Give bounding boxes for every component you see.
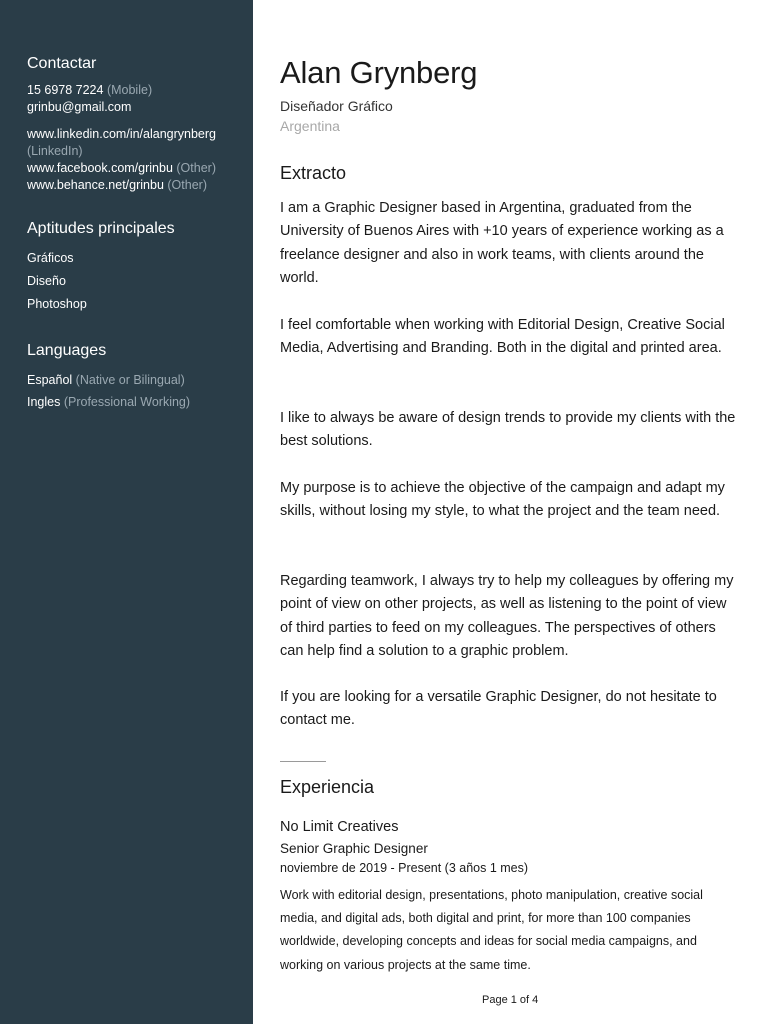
experience-heading: Experiencia xyxy=(280,777,375,797)
job-role: Senior Graphic Designer xyxy=(280,841,428,856)
job-title: Diseñador Gráfico xyxy=(280,98,393,114)
skill-item: Photoshop xyxy=(27,297,87,311)
summary-paragraph: I am a Graphic Designer based in Argentina, graduated from the University of Buenos Aires with +10 years of experience working as a freelance designer and also in work teams, with clients around the world. xyxy=(280,200,724,286)
contact-heading: Contactar xyxy=(27,55,97,72)
behance-line xyxy=(27,177,253,194)
skills-section xyxy=(27,219,253,316)
company-name: No Limit Creatives xyxy=(280,819,399,835)
email-link[interactable]: grinbu@gmail.com xyxy=(27,100,132,114)
phone-number: 15 6978 7224 xyxy=(27,83,104,97)
skills-heading: Aptitudes principales xyxy=(27,220,175,237)
facebook-link[interactable]: www.facebook.com/grinbu xyxy=(27,161,173,175)
linkedin-type: (LinkedIn) xyxy=(27,144,83,158)
summary-paragraph: I feel comfortable when working with Editorial Design, Creative Social Media, Advertising and Branding. Both in the digital and printed area. xyxy=(280,317,725,357)
summary-paragraph: Regarding teamwork, I always try to help my colleagues by offering my point of view on other projects, as well as listening to the point of view of third parties to feed on my colleagues. The perspectives of others can help find a solution to a graphic problem. xyxy=(280,573,734,659)
skill-item: Gráficos xyxy=(27,251,74,265)
language-name: Ingles xyxy=(27,395,61,409)
person-name: Alan Grynberg xyxy=(280,55,478,90)
behance-link[interactable]: www.behance.net/grinbu xyxy=(27,178,164,192)
languages-section xyxy=(27,341,253,413)
languages-heading: Languages xyxy=(27,342,107,359)
summary-paragraph: If you are looking for a versatile Graphic Designer, do not hesitate to contact me. xyxy=(280,689,717,729)
contact-section xyxy=(27,54,253,194)
location: Argentina xyxy=(280,118,340,134)
section-divider xyxy=(280,761,326,762)
summary-paragraph: My purpose is to achieve the objective of the campaign and adapt my skills, without losing my style, to what the project and the team need. xyxy=(280,480,725,520)
language-item xyxy=(27,391,253,413)
language-name: Español xyxy=(27,373,73,387)
language-level: (Native or Bilingual) xyxy=(75,373,185,387)
language-item xyxy=(27,369,253,391)
summary-heading: Extracto xyxy=(280,163,347,183)
language-level: (Professional Working) xyxy=(63,395,191,409)
skill-item: Diseño xyxy=(27,274,66,288)
phone-line xyxy=(27,82,253,99)
page-number: Page 1 of 4 xyxy=(482,994,539,1006)
job-dates: noviembre de 2019 - Present (3 años 1 mes) xyxy=(280,861,529,875)
job-description: Work with editorial design, presentations, photo manipulation, creative social media, and digital ads, both digital and print, for more than 100 companies worldwide, developing concepts and ideas for social media campaigns, and working on various projects at the same time. xyxy=(280,888,703,972)
behance-type: (Other) xyxy=(167,178,207,192)
phone-type: (Mobile) xyxy=(106,83,153,97)
facebook-type: (Other) xyxy=(176,161,216,175)
linkedin-link[interactable]: www.linkedin.com/in/alangrynberg xyxy=(27,127,216,141)
facebook-line xyxy=(27,160,253,177)
sidebar xyxy=(0,0,253,1024)
summary-paragraph: I like to always be aware of design trends to provide my clients with the best solutions. xyxy=(280,410,736,450)
